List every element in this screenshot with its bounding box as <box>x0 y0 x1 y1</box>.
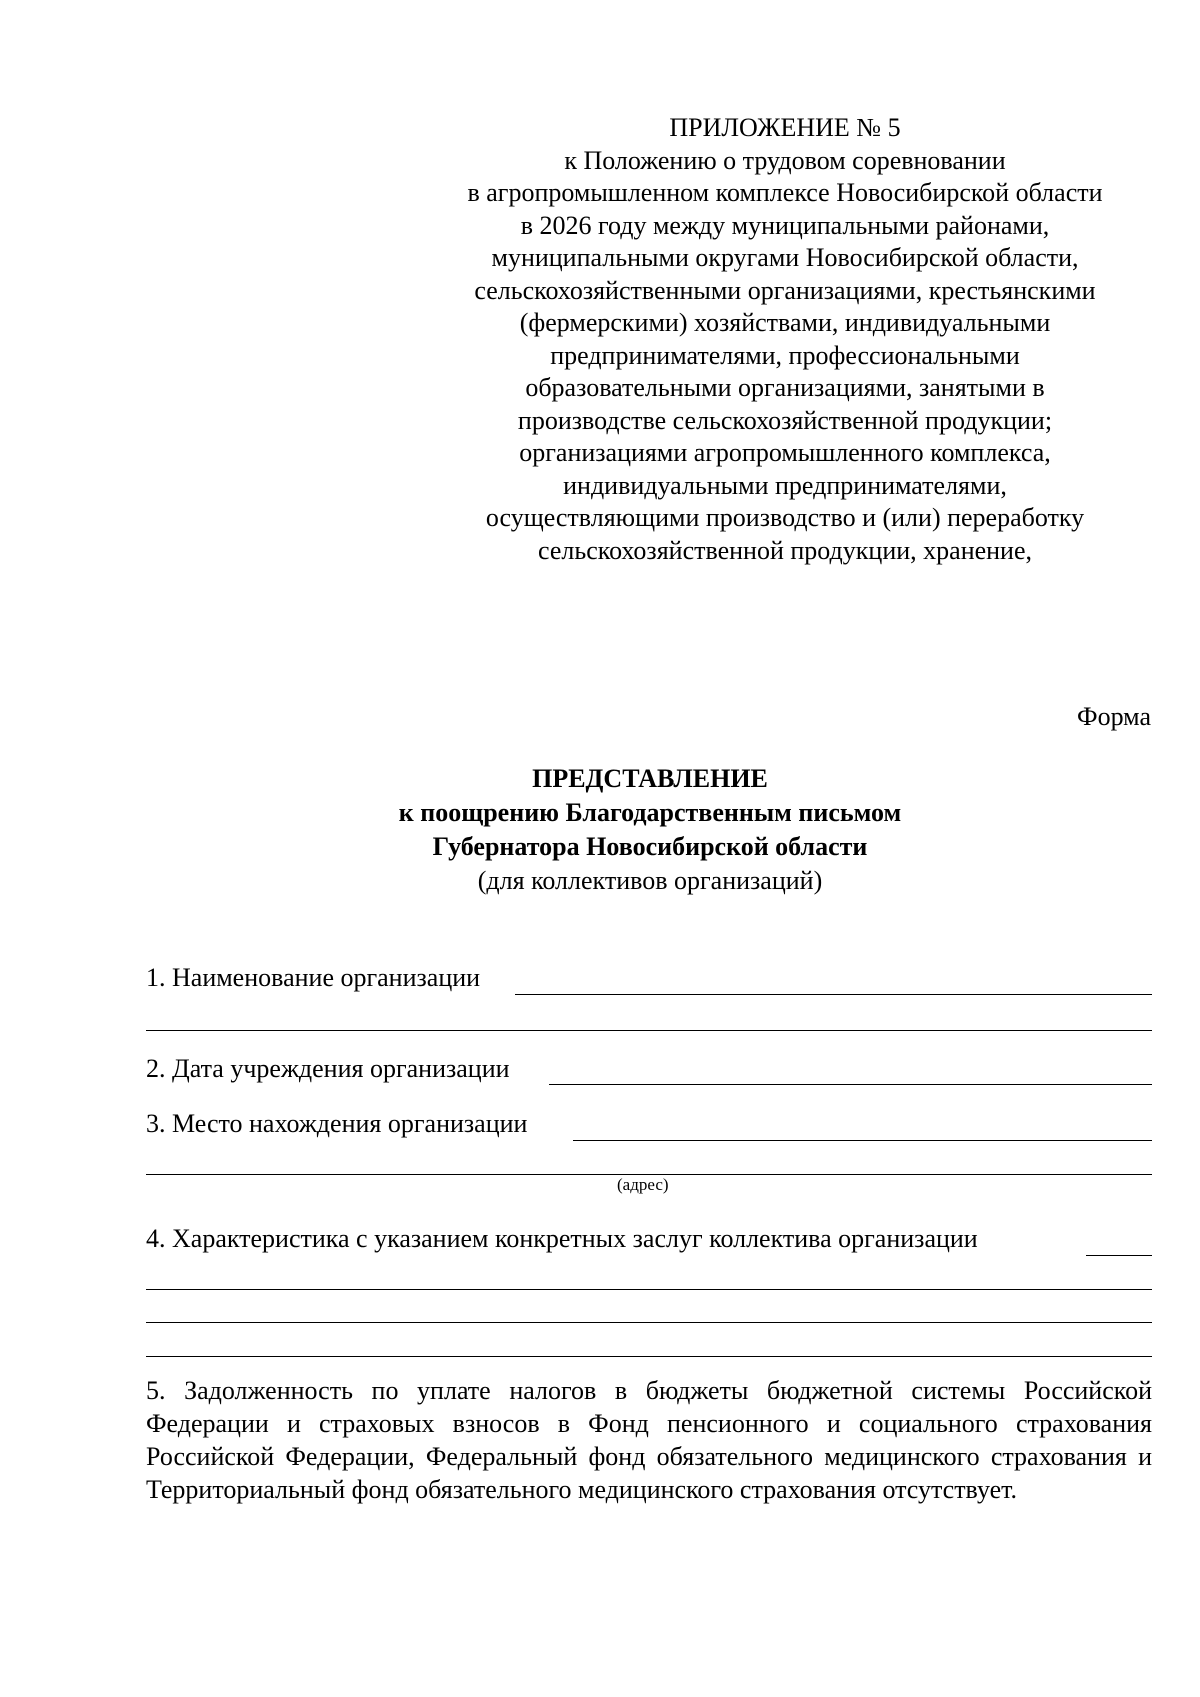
appendix-line: (фермерскими) хозяйствами, индивидуальными <box>519 308 1051 337</box>
heading-title: ПРЕДСТАВЛЕНИЕ <box>532 764 768 793</box>
heading-subtitle: Губернатора Новосибирской области <box>432 832 868 861</box>
field-characteristic-line[interactable] <box>1086 1255 1152 1256</box>
appendix-line: осуществляющими производство и (или) переработку <box>485 503 1085 532</box>
field-organization-name-line[interactable] <box>146 1030 1152 1031</box>
appendix-line: муниципальными округами Новосибирской области, <box>491 243 1079 272</box>
field-location-label: 3. Место нахождения организации <box>146 1109 528 1138</box>
debt-statement-paragraph: 5. Задолженность по уплате налогов в бюджеты бюджетной системы Российской Федерации и страховых взносов в Фонд пенсионного и социального страхования Российской Федерации, Федеральный фонд обязательного медицинского страхования и Территориальный фонд обязательного медицинского страхования отсутствует. <box>146 1376 1152 1504</box>
field-characteristic-line[interactable] <box>146 1289 1152 1290</box>
appendix-title: ПРИЛОЖЕНИЕ № 5 <box>669 113 901 142</box>
field-founding-date-label: 2. Дата учреждения организации <box>146 1054 510 1083</box>
field-location-line[interactable] <box>573 1140 1152 1141</box>
field-founding-date-line[interactable] <box>549 1084 1152 1085</box>
document-heading <box>0 762 1200 898</box>
field-organization-name-label: 1. Наименование организации <box>146 963 481 992</box>
appendix-line: в агропромышленном комплексе Новосибирской области <box>467 178 1103 207</box>
appendix-line: предпринимателями, профессиональными <box>550 340 1020 370</box>
field-characteristic-line[interactable] <box>146 1356 1152 1357</box>
form-label: Форма <box>1077 702 1151 731</box>
address-caption: (адрес) <box>617 1175 669 1194</box>
appendix-line: организациями агропромышленного комплекса, <box>519 438 1051 467</box>
field-characteristic-label: 4. Характеристика с указанием конкретных заслуг коллектива организации <box>146 1224 978 1253</box>
field-characteristic-line[interactable] <box>146 1322 1152 1323</box>
appendix-line: в 2026 году между муниципальными районами, <box>520 210 1050 240</box>
appendix-line: индивидуальными предпринимателями, <box>563 470 1007 500</box>
appendix-block <box>420 112 1150 567</box>
appendix-line: образовательными организациями, занятыми в <box>525 373 1045 402</box>
field-organization-name-line[interactable] <box>515 994 1152 995</box>
appendix-line: сельскохозяйственной продукции, хранение, <box>537 535 1033 565</box>
heading-subtitle: к поощрению Благодарственным письмом <box>398 798 902 827</box>
heading-note: (для коллективов организаций) <box>477 866 823 895</box>
appendix-line: к Положению о трудовом соревновании <box>564 145 1006 175</box>
appendix-line: производстве сельскохозяйственной продукции; <box>517 405 1053 435</box>
appendix-line: сельскохозяйственными организациями, крестьянскими <box>474 275 1096 305</box>
